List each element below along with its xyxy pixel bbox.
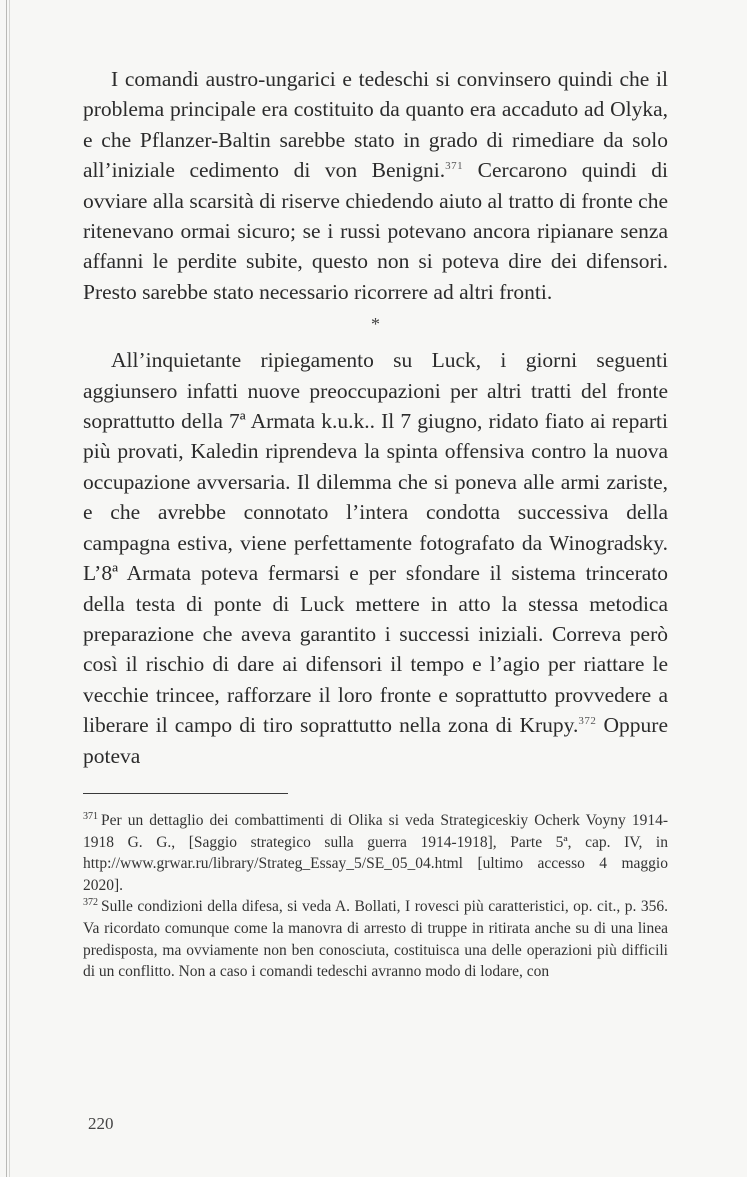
paragraph-1-text-continued: Cercarono quindi di ovviare alla scarsità di riserve chiedendo aiuto al tratto di fronte che ritenevano ormai sicuro; se i russi potevano ancora ripianare senza affanni le perdite subite, questo non si poteva dire dei difensori. Presto sarebbe stato necessario ricorrere ad altri fronti. [83,158,668,304]
paragraph-1-text: I comandi austro-ungarici e tedeschi si convinsero quindi che il problema principale era costituito da quanto era accaduto ad Olyka, e che Pflanzer-Baltin sarebbe stato in grado di rimediare da solo all’iniziale cedimento di von Benigni. [83,67,668,183]
footnote-text: Sulle condizioni della difesa, si veda A. Bollati, I rovesci più caratteristici, op. cit., p. 356. Va ricordato comunque come la manovra di arresto di truppe in ritirata anche su di una linea predisposta, ma ovviamente non ben conosciuta, costituisca una delle operazioni più difficili di un conflitto. Non a caso i comandi tedeschi avranno modo di lodare, con [83,898,668,981]
paragraph-2 [83,345,668,771]
page-content [83,64,668,983]
footnotes [83,810,668,983]
footnote-ref-372[interactable]: 372 [578,714,597,727]
footnote-372 [83,896,668,982]
paragraph-2-text-continued: Oppure poteva [83,713,668,768]
footnote-number: 371 [83,810,98,822]
page-number: 220 [88,1114,114,1133]
main-text [83,64,668,771]
section-separator: * [371,314,380,335]
binding-edge-line-inner [9,0,10,1177]
footnote-371 [83,810,668,896]
footnote-text: Per un dettaglio dei combattimenti di Olika si veda Strategiceskiy Ocherk Voyny 1914-1918 G. G., [Saggio strategico sulla guerra 1914-1918], Parte 5ª, cap. IV, in http://www.grwar.ru/library/Strateg_Essay_5/SE_05_04.html [ultimo accesso 4 maggio 2020]. [83,811,668,894]
footnote-ref-371[interactable]: 371 [445,160,464,173]
footnote-number: 372 [83,897,98,909]
binding-edge-line [6,0,7,1177]
paragraph-1 [83,64,668,307]
paragraph-2-text: All’inquietante ripiegamento su Luck, i giorni seguenti aggiunsero infatti nuove preoccupazioni per altri tratti del fronte soprattutto della 7ª Armata k.u.k.. Il 7 giugno, ridato fiato ai reparti più provati, Kaledin riprendeva la spinta offensiva contro la nuova occupazione avversaria. Il dilemma che si poneva alle armi zariste, e che avrebbe connotato l’intera condotta successiva della campagna estiva, viene perfettamente fotografato da Winogradsky. L’8ª Armata poteva fermarsi e per sfondare il sistema trincerato della testa di ponte di Luck mettere in atto la stessa metodica preparazione che aveva garantito i successi iniziali. Correva però così il rischio di dare ai difensori il tempo e l’agio per riattare le vecchie trincee, rafforzare il loro fronte e soprattutto provvedere a liberare il campo di tiro soprattutto nella zona di Krupy. [83,348,668,738]
footnote-divider [83,793,288,794]
